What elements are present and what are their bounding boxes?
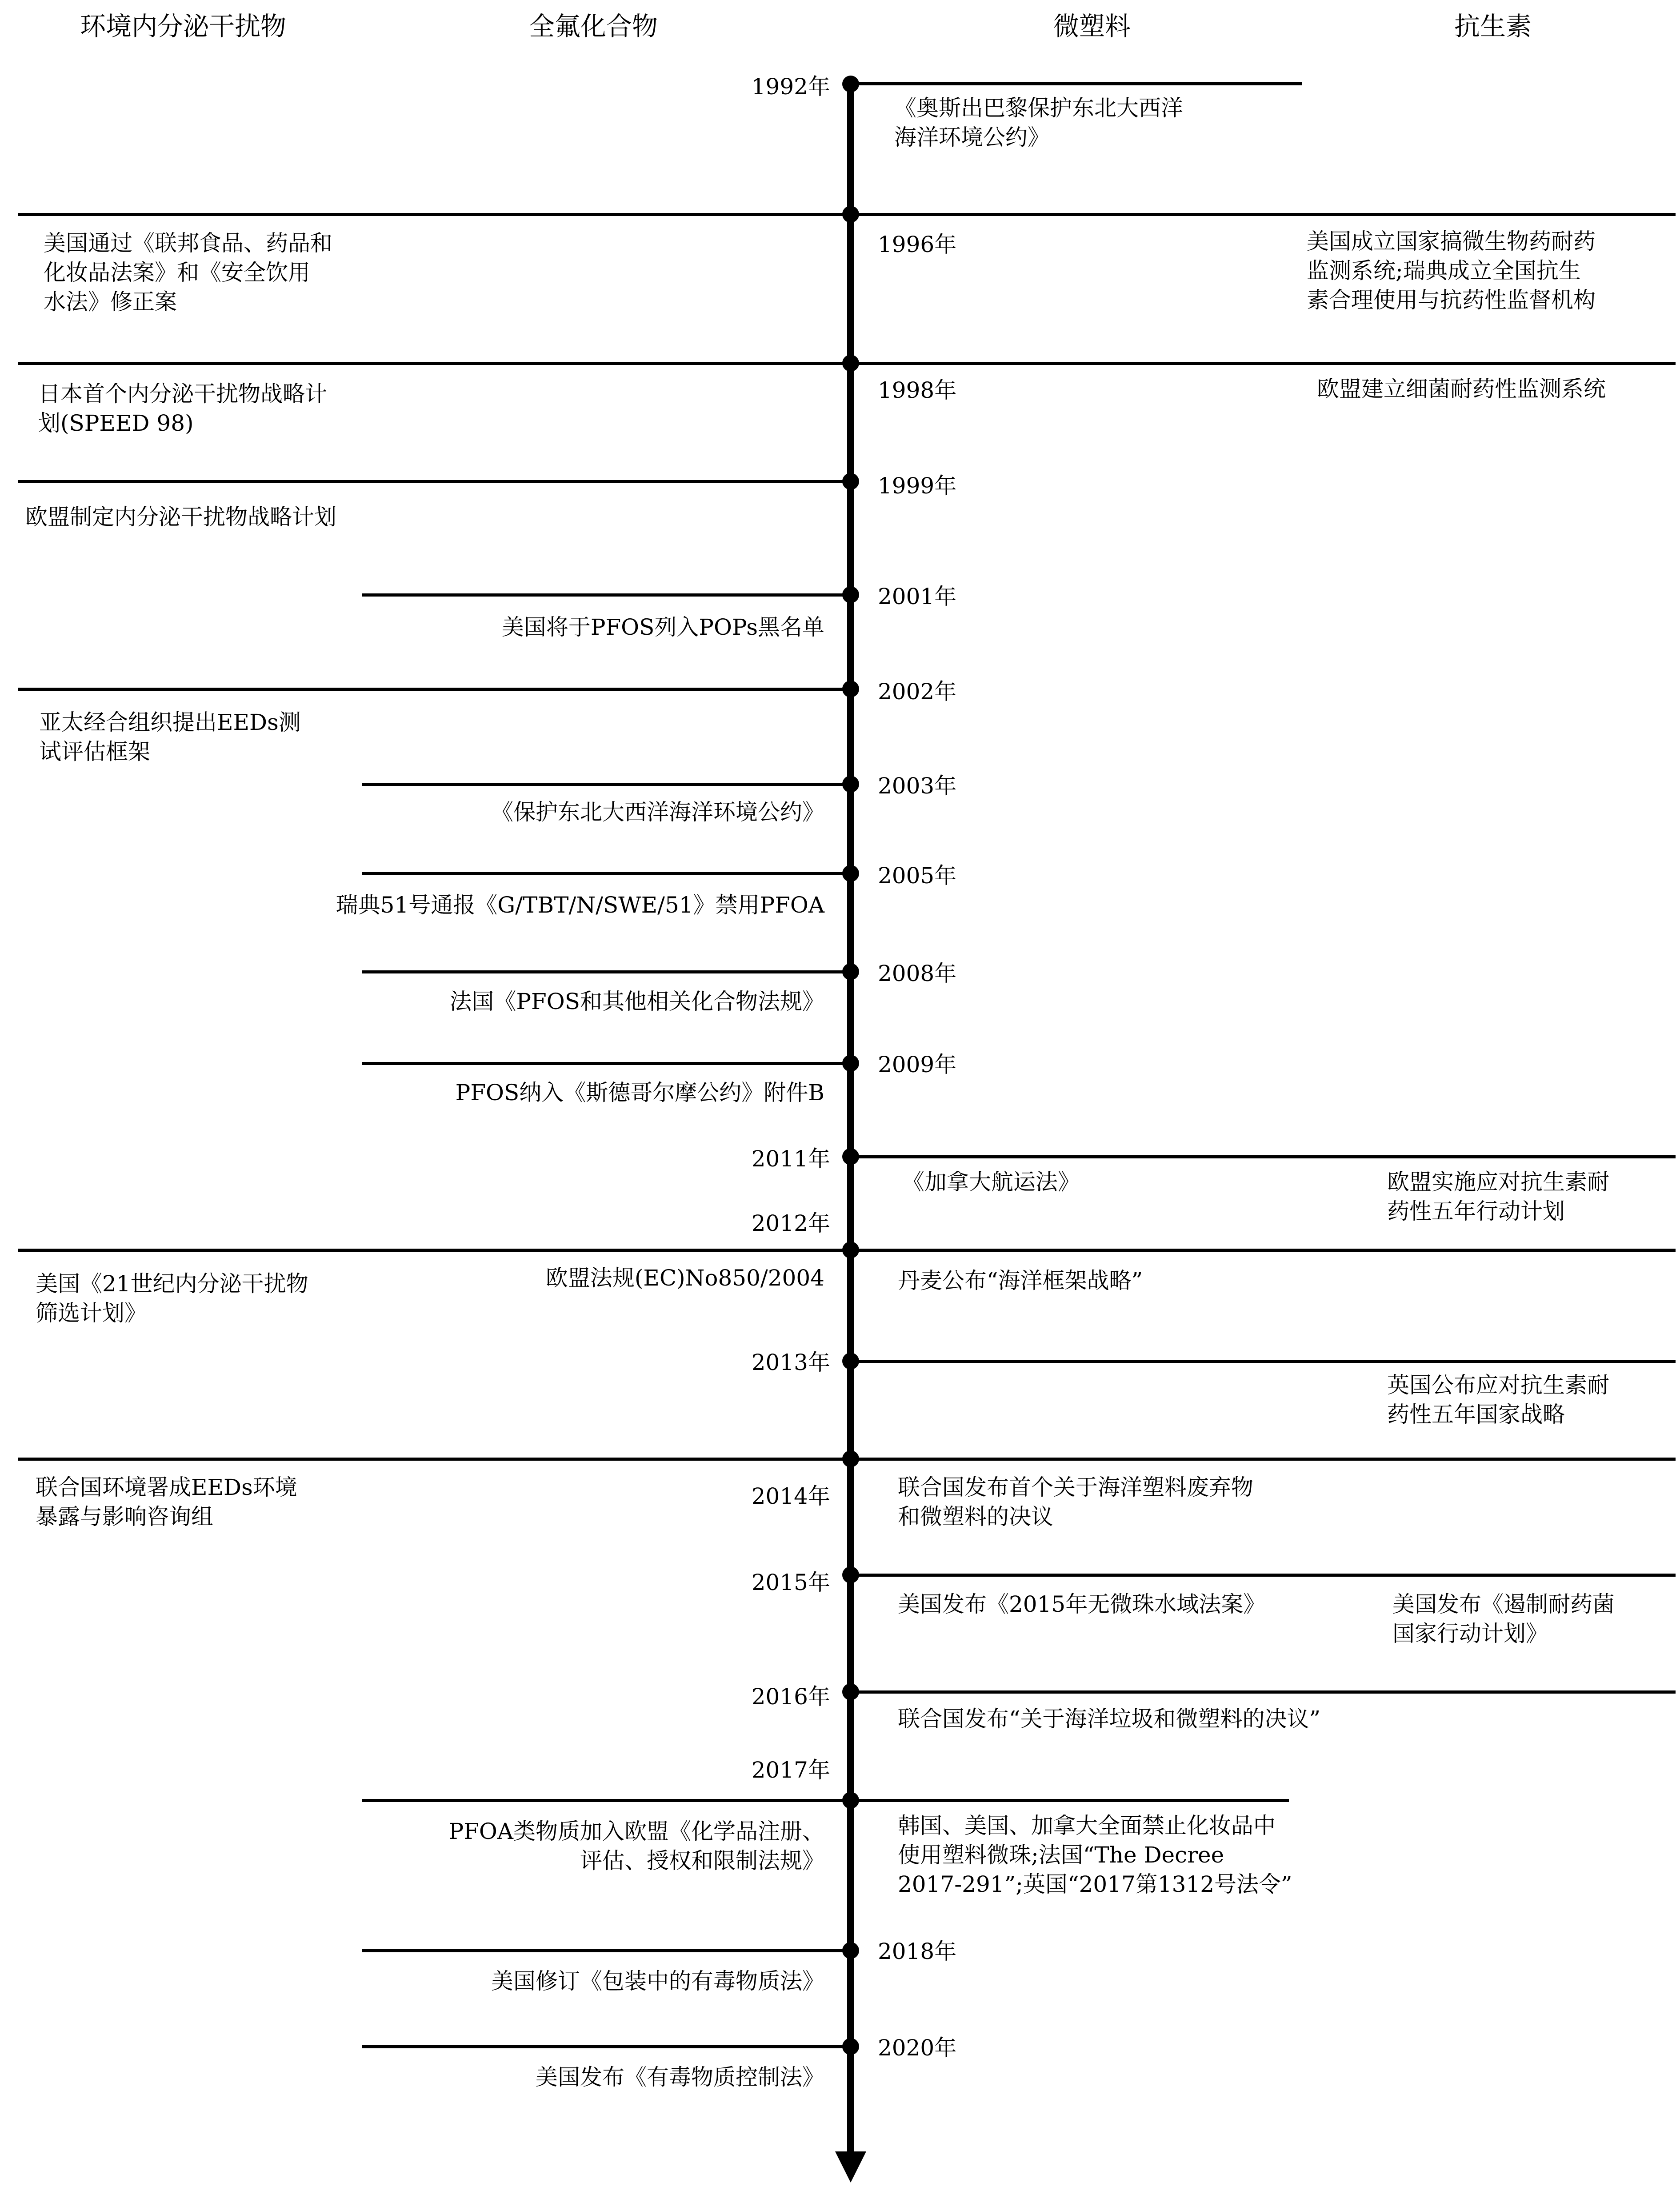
event-2018-pfc <box>491 1967 824 1996</box>
year-label-2003: 2003年 <box>878 773 957 799</box>
event-1998-antibiotics <box>1317 374 1606 404</box>
event-2001-pfc <box>502 613 824 642</box>
timeline-dot <box>842 2038 859 2055</box>
event-line: 素合理使用与抗药性监督机构 <box>1307 287 1596 313</box>
event-1996-antibiotics <box>1307 227 1596 315</box>
event-line: PFOS纳入《斯德哥尔摩公约》附件B <box>455 1080 824 1106</box>
event-2012-pfc <box>546 1263 824 1293</box>
event-line: 美国将于PFOS列入POPs黑名单 <box>501 614 824 640</box>
event-2014-edc <box>36 1473 297 1531</box>
event-2013-antibiotics <box>1387 1370 1609 1429</box>
event-line: 监测系统;瑞典成立全国抗生 <box>1307 258 1581 284</box>
event-line: 水法》修正案 <box>44 289 177 315</box>
event-line: 法国《PFOS和其他相关化合物法规》 <box>449 989 824 1014</box>
event-line: 联合国环境署成EEDs环境 <box>36 1474 297 1500</box>
year-label-2020: 2020年 <box>878 2035 957 2061</box>
timeline-dot <box>842 1792 859 1809</box>
event-2012-edc <box>36 1269 308 1328</box>
header-ab: 抗生素 <box>1454 11 1532 41</box>
line-1992 <box>851 82 1302 85</box>
event-line: 2017-291”;英国“2017第1312号法令” <box>898 1871 1292 1897</box>
event-line: 美国修订《包装中的有毒物质法》 <box>491 1968 824 1994</box>
event-line: 暴露与影响咨询组 <box>36 1504 213 1530</box>
event-line: PFOA类物质加入欧盟《化学品注册、 <box>448 1818 824 1844</box>
event-line: 韩国、美国、加拿大全面禁止化妆品中 <box>898 1813 1276 1839</box>
timeline-dot <box>842 1148 859 1165</box>
event-line: 《保护东北大西洋海洋环境公约》 <box>491 799 824 825</box>
event-line: 《奥斯出巴黎保护东北大西洋 <box>894 95 1183 121</box>
event-2020-pfc <box>536 2063 824 2092</box>
line-1999 <box>18 480 851 483</box>
line-2018 <box>362 1949 851 1952</box>
event-line: 化妆品法案》和《安全饮用 <box>44 260 310 285</box>
event-1998-edc <box>38 379 327 438</box>
event-line: 丹麦公布“海洋框架战略” <box>898 1268 1143 1294</box>
event-2002-edc <box>39 708 301 766</box>
event-line: 欧盟实施应对抗生素耐 <box>1387 1169 1609 1195</box>
event-line: 美国《21世纪内分泌干扰物 <box>36 1271 308 1297</box>
event-2005-pfc <box>336 890 824 920</box>
header-edc: 环境内分泌干扰物 <box>80 11 287 41</box>
event-line: 国家行动计划》 <box>1392 1621 1548 1646</box>
event-2003-pfc <box>491 797 824 827</box>
timeline-dot <box>842 1942 859 1959</box>
timeline-dot <box>842 1566 859 1583</box>
year-label-2011: 2011年 <box>751 1146 830 1172</box>
timeline-dot <box>842 1242 859 1258</box>
line-2017 <box>362 1799 1289 1802</box>
line-2001 <box>362 593 851 597</box>
year-label-2001: 2001年 <box>878 584 957 609</box>
timeline-dot <box>842 963 859 980</box>
event-2012-microplastics <box>898 1266 1143 1295</box>
event-line: 《加拿大航运法》 <box>902 1169 1080 1195</box>
timeline-dot <box>842 355 859 372</box>
timeline-dot <box>842 1683 859 1700</box>
event-line: 美国发布《遏制耐药菌 <box>1392 1591 1615 1617</box>
year-label-1992: 1992年 <box>751 74 830 100</box>
event-2017-microplastics <box>898 1811 1292 1899</box>
line-2013 <box>851 1360 1676 1363</box>
timeline-dot <box>842 586 859 603</box>
year-label-2008: 2008年 <box>878 961 957 986</box>
year-label-2013: 2013年 <box>751 1350 830 1375</box>
year-label-1998: 1998年 <box>878 377 957 403</box>
event-line: 欧盟建立细菌耐药性监测系统 <box>1317 376 1606 402</box>
year-label-1996: 1996年 <box>878 232 957 257</box>
line-2005 <box>362 872 851 875</box>
line-2020 <box>362 2045 851 2048</box>
line-2008 <box>362 970 851 973</box>
timeline-arrow-head <box>835 2151 866 2183</box>
timeline-dot <box>842 473 859 490</box>
event-line: 联合国发布首个关于海洋塑料废弃物 <box>898 1474 1253 1500</box>
event-line: 试评估框架 <box>39 739 150 765</box>
line-2002 <box>18 688 851 691</box>
event-line: 美国成立国家搞微生物药耐药 <box>1307 228 1596 254</box>
year-label-2017: 2017年 <box>751 1757 830 1783</box>
timeline-dot <box>842 776 859 793</box>
timeline-dot <box>842 206 859 223</box>
event-line: 美国通过《联邦食品、药品和 <box>44 230 332 256</box>
year-label-1999: 1999年 <box>878 473 957 499</box>
event-2015-antibiotics <box>1392 1590 1615 1648</box>
event-line: 药性五年国家战略 <box>1387 1402 1565 1427</box>
line-2016 <box>851 1690 1676 1694</box>
event-2016-microplastics <box>898 1704 1320 1734</box>
timeline-dot <box>842 865 859 882</box>
event-line: 评估、授权和限制法规》 <box>580 1848 824 1874</box>
event-line: 药性五年行动计划 <box>1387 1198 1565 1224</box>
event-line: 筛选计划》 <box>36 1300 147 1326</box>
timeline-dot <box>842 1353 859 1370</box>
timeline-dot <box>842 1055 859 1072</box>
event-line: 海洋环境公约》 <box>894 124 1050 150</box>
event-2008-pfc <box>449 987 824 1016</box>
year-label-2002: 2002年 <box>878 679 957 705</box>
line-2011 <box>851 1155 1676 1158</box>
event-2011-antibiotics <box>1387 1167 1609 1226</box>
timeline-dot <box>842 681 859 697</box>
event-line: 日本首个内分泌干扰物战略计 <box>38 381 327 407</box>
header-pfc: 全氟化合物 <box>529 11 658 41</box>
event-2011-microplastics <box>902 1167 1080 1197</box>
event-line: 划(SPEED 98) <box>38 410 194 436</box>
year-label-2015: 2015年 <box>751 1570 830 1595</box>
event-1992-microplastics <box>894 93 1183 152</box>
event-line: 美国发布《有毒物质控制法》 <box>536 2064 824 2090</box>
event-line: 亚太经合组织提出EEDs测 <box>39 709 301 735</box>
event-line: 欧盟制定内分泌干扰物战略计划 <box>25 504 336 530</box>
event-line: 美国发布《2015年无微珠水域法案》 <box>898 1591 1266 1617</box>
event-line: 和微塑料的决议 <box>898 1504 1053 1530</box>
event-line: 英国公布应对抗生素耐 <box>1387 1372 1609 1398</box>
event-line: 欧盟法规(EC)No850/2004 <box>545 1265 824 1291</box>
event-2014-microplastics <box>898 1473 1253 1531</box>
line-2015 <box>851 1574 1676 1577</box>
year-label-2014: 2014年 <box>751 1483 830 1509</box>
event-line: 联合国发布“关于海洋垃圾和微塑料的决议” <box>898 1706 1321 1732</box>
year-label-2009: 2009年 <box>878 1052 957 1077</box>
year-label-2012: 2012年 <box>751 1210 830 1236</box>
year-label-2005: 2005年 <box>878 863 957 889</box>
event-line: 使用塑料微珠;法国“The Decree <box>898 1842 1224 1868</box>
header-mp: 微塑料 <box>1053 11 1131 41</box>
timeline-spine <box>847 83 854 2155</box>
event-2017-pfc <box>449 1817 824 1875</box>
line-2009 <box>362 1062 851 1065</box>
timeline-dot <box>842 76 859 92</box>
event-line: 瑞典51号通报《G/TBT/N/SWE/51》禁用PFOA <box>336 892 824 918</box>
year-label-2016: 2016年 <box>751 1684 830 1710</box>
timeline-dot <box>842 1450 859 1467</box>
event-2009-pfc <box>456 1078 824 1107</box>
event-1999-edc <box>25 502 336 532</box>
year-label-2018: 2018年 <box>878 1939 957 1964</box>
event-2015-microplastics <box>898 1590 1265 1619</box>
event-1996-edc <box>44 228 332 316</box>
line-2003 <box>362 783 851 786</box>
